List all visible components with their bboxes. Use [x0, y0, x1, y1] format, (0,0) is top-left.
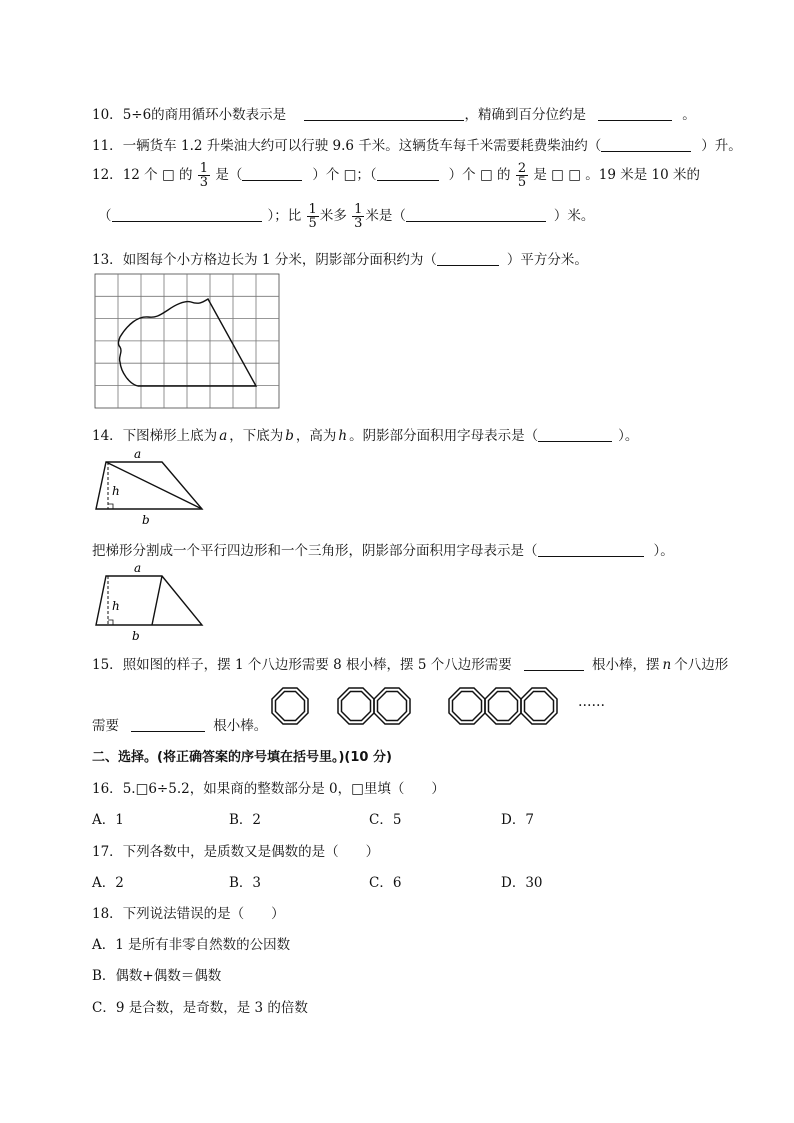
option-17-a[interactable]: A．2 — [92, 875, 124, 891]
fraction-numerator: 1 — [308, 202, 317, 217]
question-number: 18． — [92, 906, 123, 922]
question-text: 12 个 □ 的 — [122, 167, 193, 183]
question-number: 15． — [92, 657, 123, 673]
question-number: 11． — [92, 138, 123, 154]
fraction-denominator: 3 — [199, 175, 209, 190]
diagonal — [106, 462, 202, 509]
question-14 — [92, 424, 638, 444]
fraction — [516, 162, 528, 189]
variable-h: h — [338, 428, 348, 444]
label-a: a — [134, 561, 142, 575]
question-text: ）个 □；（ — [312, 167, 377, 183]
question-text: 。阴影部分面积用字母表示是（ — [349, 428, 539, 444]
label-b: b — [132, 629, 140, 643]
question-13 — [92, 248, 588, 268]
question-text: 米是（ — [365, 208, 406, 224]
fraction-numerator: 2 — [517, 161, 527, 176]
question-number: 16． — [92, 781, 123, 797]
question-text: 下图梯形上底为 — [122, 428, 218, 444]
question-10 — [92, 103, 696, 123]
question-number: 10． — [92, 107, 123, 123]
octagon-3b — [485, 688, 521, 724]
question-17 — [92, 840, 379, 860]
ellipsis: …… — [578, 694, 605, 710]
fraction-denominator: 5 — [308, 216, 317, 231]
grid-figure — [93, 272, 283, 410]
question-text: ）；比 — [267, 208, 302, 224]
option-16-c[interactable]: C．5 — [369, 812, 402, 828]
variable-b: b — [285, 428, 294, 444]
question-text: ）。 — [653, 543, 674, 559]
trapezoid-figure-1 — [92, 446, 242, 528]
question-text: 根小棒。 — [213, 718, 268, 734]
fraction — [307, 203, 319, 230]
octagon-3c — [521, 688, 557, 724]
option-18-c[interactable]: C．9 是合数，是奇数，是 3 的倍数 — [92, 1000, 308, 1016]
option-16-b[interactable]: B．2 — [229, 812, 262, 828]
question-number: 14． — [92, 428, 123, 444]
question-text: ）。 — [618, 428, 639, 444]
option-18-a[interactable]: A．1 是所有非零自然数的公因数 — [92, 937, 291, 953]
fraction — [198, 162, 210, 189]
answer-blank[interactable] — [538, 542, 644, 557]
octagon-2a — [338, 688, 374, 724]
option-16-d[interactable]: D．7 — [501, 812, 534, 828]
grid-lines — [95, 274, 279, 408]
fraction — [352, 203, 364, 230]
question-text: 下列各数中，是质数又是偶数的是（ ） — [122, 844, 380, 860]
question-text: ）平方分米。 — [506, 252, 588, 268]
option-18-b[interactable]: B．偶数+偶数＝偶数 — [92, 968, 222, 984]
question-12 — [92, 162, 700, 189]
question-number: 12． — [92, 167, 123, 183]
question-text: 是（ — [215, 167, 243, 183]
option-16-a[interactable]: A．1 — [92, 812, 124, 828]
question-16 — [92, 777, 445, 797]
answer-blank[interactable] — [112, 207, 262, 222]
section-title: 二、选择。(将正确答案的序号填在括号里。)(10 分) — [92, 750, 392, 765]
answer-blank[interactable] — [406, 207, 546, 222]
trapezoid-figure-2 — [92, 560, 242, 642]
question-text: 根小棒，摆 — [592, 657, 660, 673]
octagon-figures — [270, 682, 580, 732]
label-h: h — [112, 599, 120, 613]
question-text: ，精确到百分位约是 — [464, 107, 586, 123]
question-15-line-2 — [92, 714, 267, 734]
right-angle-mark — [108, 504, 113, 509]
question-text: ）个 □ 的 — [448, 167, 511, 183]
label-h: h — [112, 484, 120, 498]
variable-n: n — [662, 657, 672, 673]
question-11 — [92, 134, 742, 154]
question-text: 下列说法错误的是（ ） — [122, 906, 285, 922]
answer-blank[interactable] — [437, 251, 499, 266]
octagon-3a — [449, 688, 485, 724]
question-text: ）升。 — [701, 138, 742, 154]
variable-a: a — [219, 428, 228, 444]
question-text: 5÷6的商用循环小数表示是 — [122, 107, 287, 123]
answer-blank[interactable] — [131, 717, 205, 732]
fraction-numerator: 1 — [199, 161, 209, 176]
question-18 — [92, 902, 285, 922]
answer-blank[interactable] — [601, 137, 691, 152]
question-text: 5.□6÷5.2，如果商的整数部分是 0，□里填（ ） — [122, 781, 445, 797]
question-text: 如图每个小方格边长为 1 分米，阴影部分面积约为（ — [122, 252, 437, 268]
answer-blank[interactable] — [538, 427, 612, 442]
label-a: a — [134, 447, 142, 461]
question-12-line-2 — [98, 203, 594, 230]
question-text: 是 □ □ 。19 米是 10 米的 — [533, 167, 701, 183]
question-text: 一辆货车 1.2 升柴油大约可以行驶 9.6 千米。这辆货车每千米需要耗费柴油约（ — [122, 138, 602, 154]
option-17-c[interactable]: C．6 — [369, 875, 402, 891]
question-number: 17． — [92, 844, 123, 860]
option-17-b[interactable]: B．3 — [229, 875, 262, 891]
question-text: （ — [98, 208, 112, 224]
question-text: 把梯形分割成一个平行四边形和一个三角形，阴影部分面积用字母表示是（ — [92, 543, 538, 559]
answer-blank[interactable] — [242, 166, 302, 181]
question-text: 需要 — [92, 718, 119, 734]
answer-blank[interactable] — [598, 106, 672, 121]
octagon-2b — [374, 688, 410, 724]
answer-blank[interactable] — [377, 166, 439, 181]
octagon-1 — [272, 688, 308, 724]
question-text: ）米。 — [553, 208, 595, 224]
answer-blank[interactable] — [524, 656, 584, 671]
fraction-numerator: 1 — [354, 202, 363, 217]
question-text: ，高为 — [295, 428, 337, 444]
option-17-d[interactable]: D．30 — [501, 875, 543, 891]
question-number: 13． — [92, 252, 123, 268]
question-14-part-2 — [92, 539, 674, 559]
answer-blank[interactable] — [304, 106, 464, 121]
fraction-denominator: 3 — [354, 216, 363, 231]
right-angle-mark — [108, 620, 113, 625]
label-b: b — [142, 513, 150, 527]
question-text: 个八边形 — [674, 657, 729, 673]
split-line — [152, 576, 162, 625]
question-text: 米多 — [319, 208, 347, 224]
question-text: ，下底为 — [229, 428, 284, 444]
question-15 — [92, 653, 728, 673]
fraction-denominator: 5 — [517, 175, 527, 190]
question-text: 。 — [682, 107, 696, 123]
question-text: 照如图的样子，摆 1 个八边形需要 8 根小棒，摆 5 个八边形需要 — [122, 657, 512, 673]
